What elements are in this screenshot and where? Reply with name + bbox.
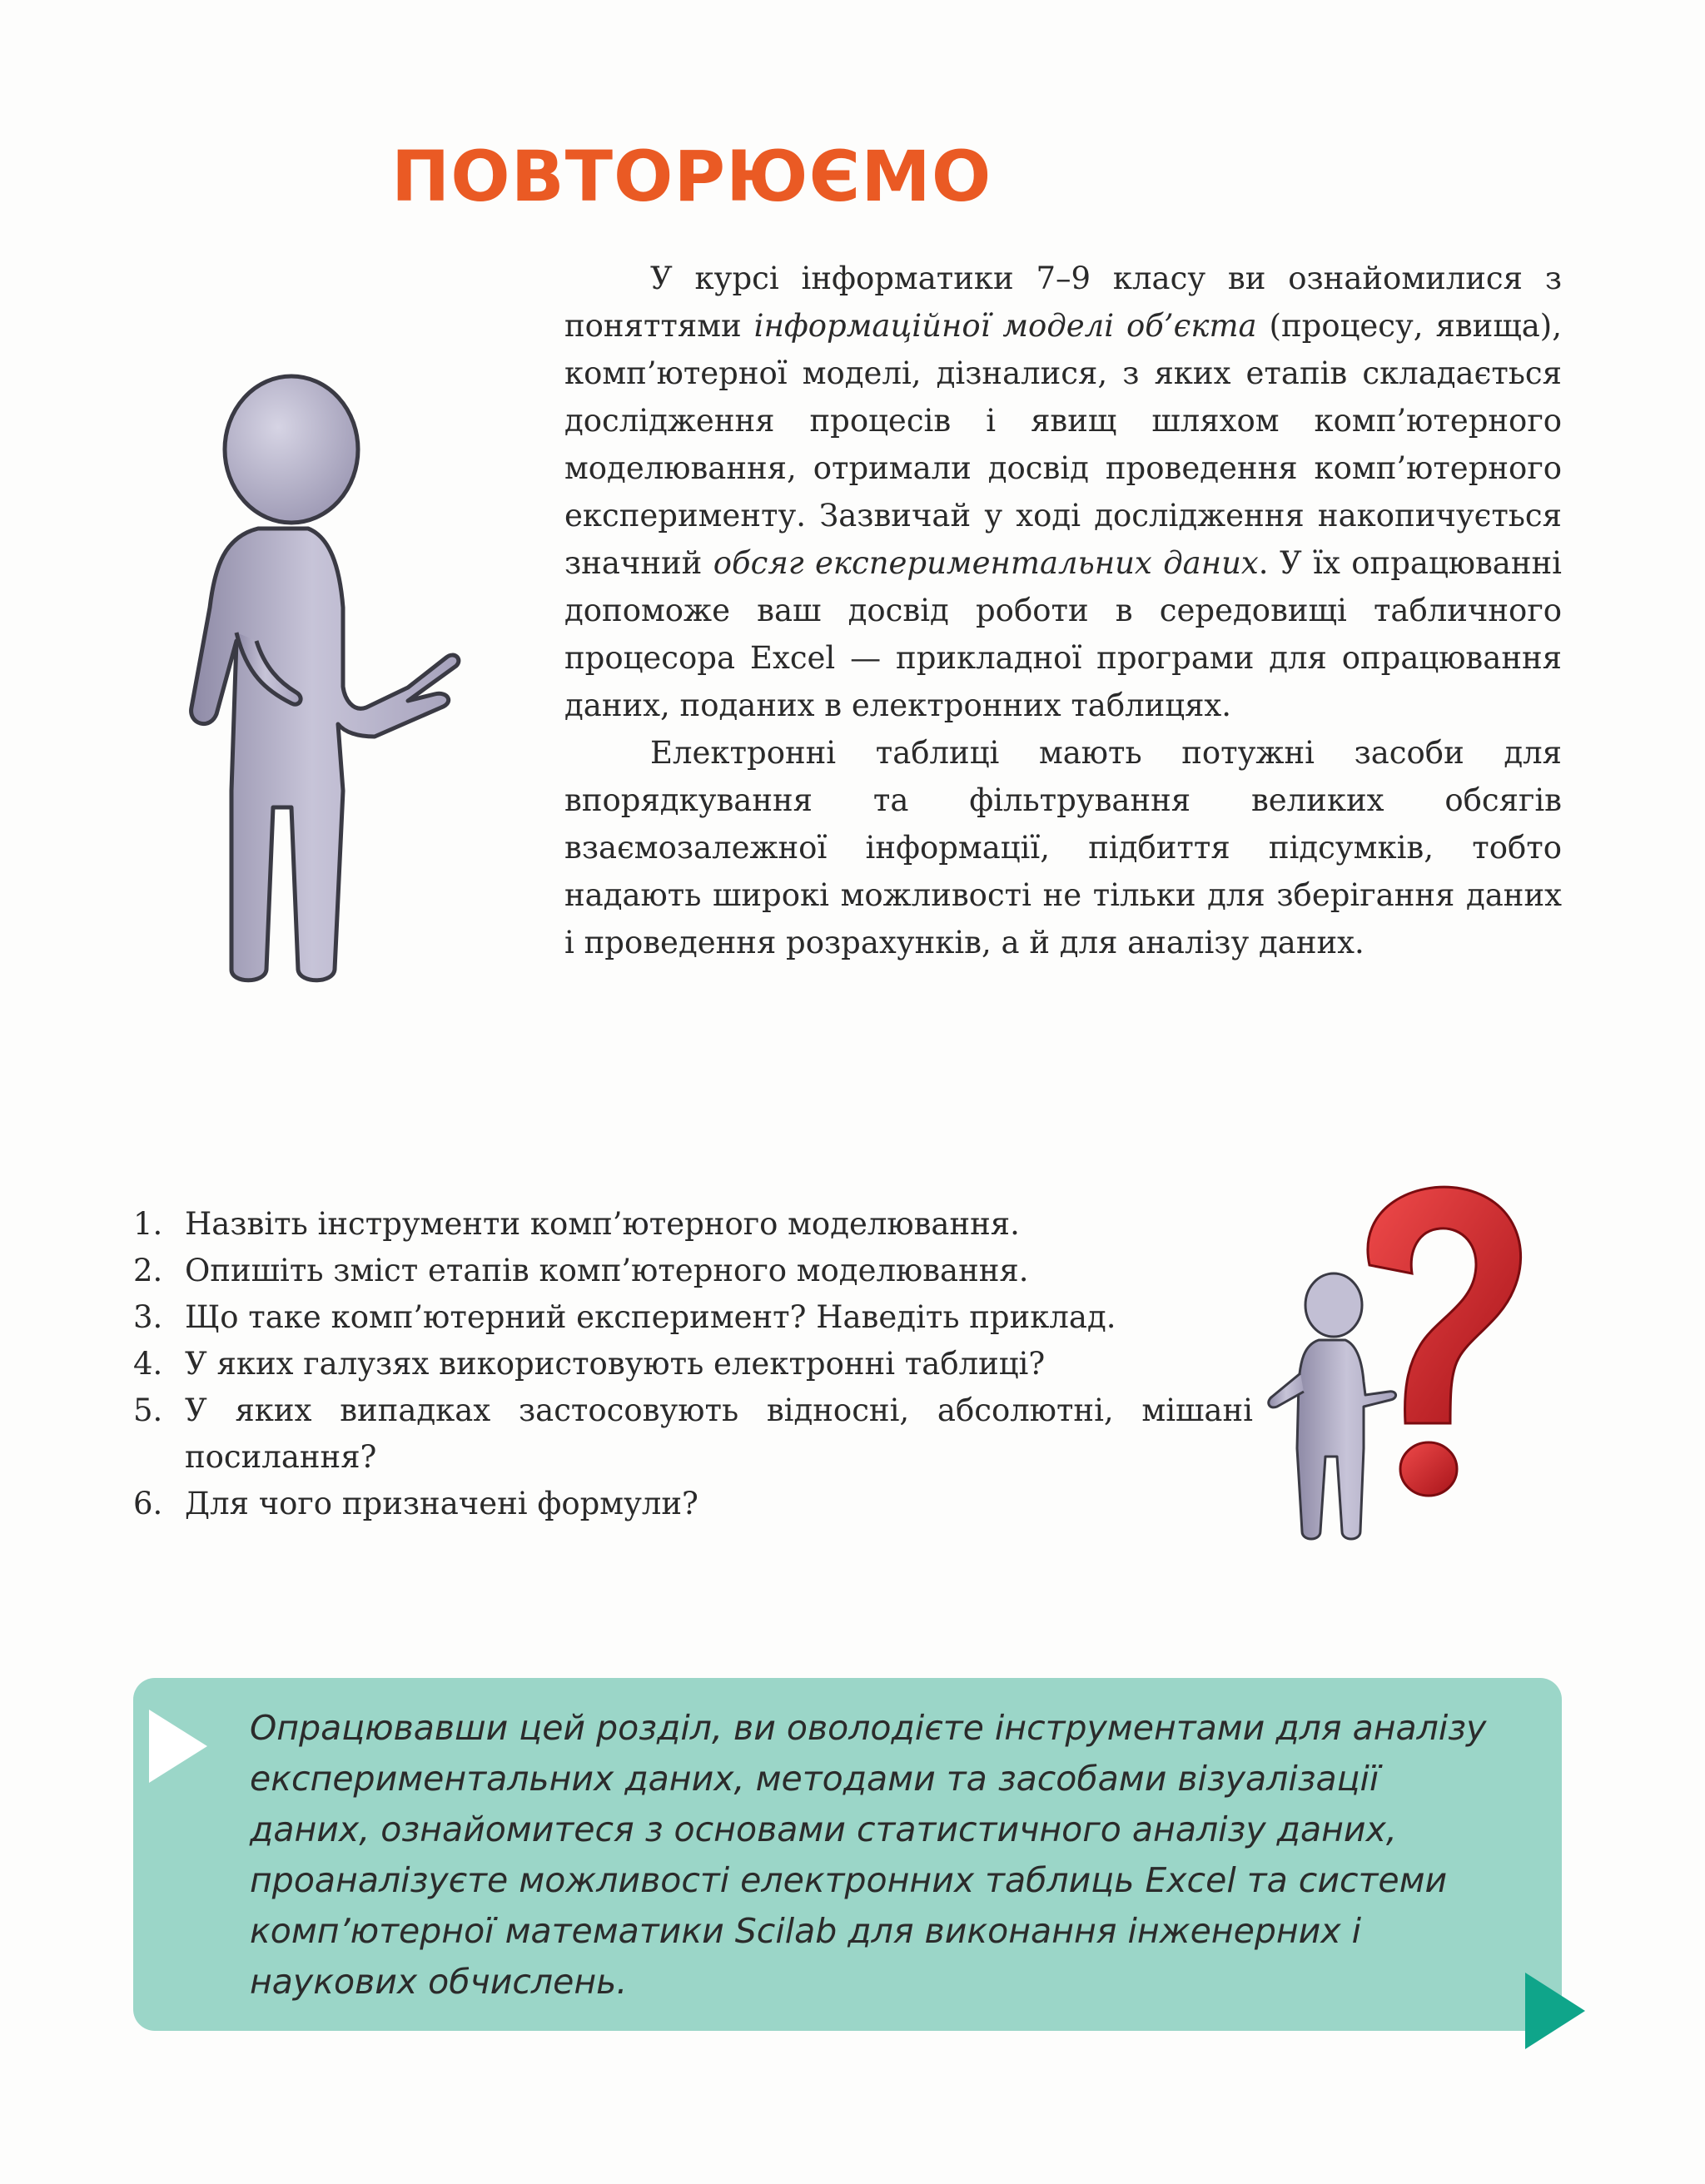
question-item: 5. У яких випадках застосовують відносні, абсолютні, мішані посилання? <box>133 1392 1253 1475</box>
term-experimental-data: обсяг експериментальних даних <box>713 545 1259 581</box>
intro-paragraph-2: Електронні таблиці мають потужні засоби для впорядкування та фільтрування великих обсягів взаємозалежної інформації, підбиття підсумків, тобто надають широкі можливості не тільки для зберігання даних і проведення розрахунків, а й для аналізу даних. <box>564 735 1562 960</box>
question-item: 4. У яких галузях використовують електронні таблиці? <box>133 1346 1046 1382</box>
term-information-model: інформаційної моделі об’єкта <box>753 308 1257 344</box>
person-with-question-mark-icon <box>1265 1174 1540 1565</box>
question-item: 3. Що таке комп’ютерний експеримент? Наведіть приклад. <box>133 1299 1116 1335</box>
question-item: 2. Опишіть зміст етапів комп’ютерного моделювання. <box>133 1253 1029 1288</box>
intro-text <box>564 255 1562 966</box>
play-arrow-icon <box>1522 1969 1588 2052</box>
intro-paragraph-1: У курсі інформатики 7–9 класу ви ознайомилися з поняттями інформаційної моделі об’єкта (процесу, явища), комп’ютерної моделі, дізналися, з яких етапів складається дослідження процесів і явищ шляхом комп’ютерного моделювання, отримали досвід проведення комп’ютерного експерименту. Зазвичай у ході дослідження накопичується значний обсяг експериментальних даних. У їх опрацюванні допоможе ваш досвід роботи в середовищі табличного процесора Excel — прикладної програми для опрацювання даних, поданих в електронних таблицях. <box>564 261 1562 723</box>
play-arrow-icon <box>146 1706 211 1786</box>
page-title: ПОВТОРЮЄМО <box>391 136 992 217</box>
presenting-person-icon <box>167 358 516 990</box>
question-item: 1. Назвіть інструменти комп’ютерного моделювання. <box>133 1206 1020 1242</box>
questions-list <box>133 1201 1253 1527</box>
summary-text: Опрацювавши цей розділ, ви оволодієте інструментами для аналізу експериментальних даних, методами та засобами візуалізації даних, ознайомитеся з основами статистичного аналізу даних, проаналізуєте можливості електронних таблиць Excel та системи комп’ютерної математики Scilab для виконання інженерних і наукових обчислень. <box>250 1708 1487 2002</box>
summary-box <box>133 1678 1562 2031</box>
question-item: 6. Для чого призначені формули? <box>133 1486 698 1521</box>
